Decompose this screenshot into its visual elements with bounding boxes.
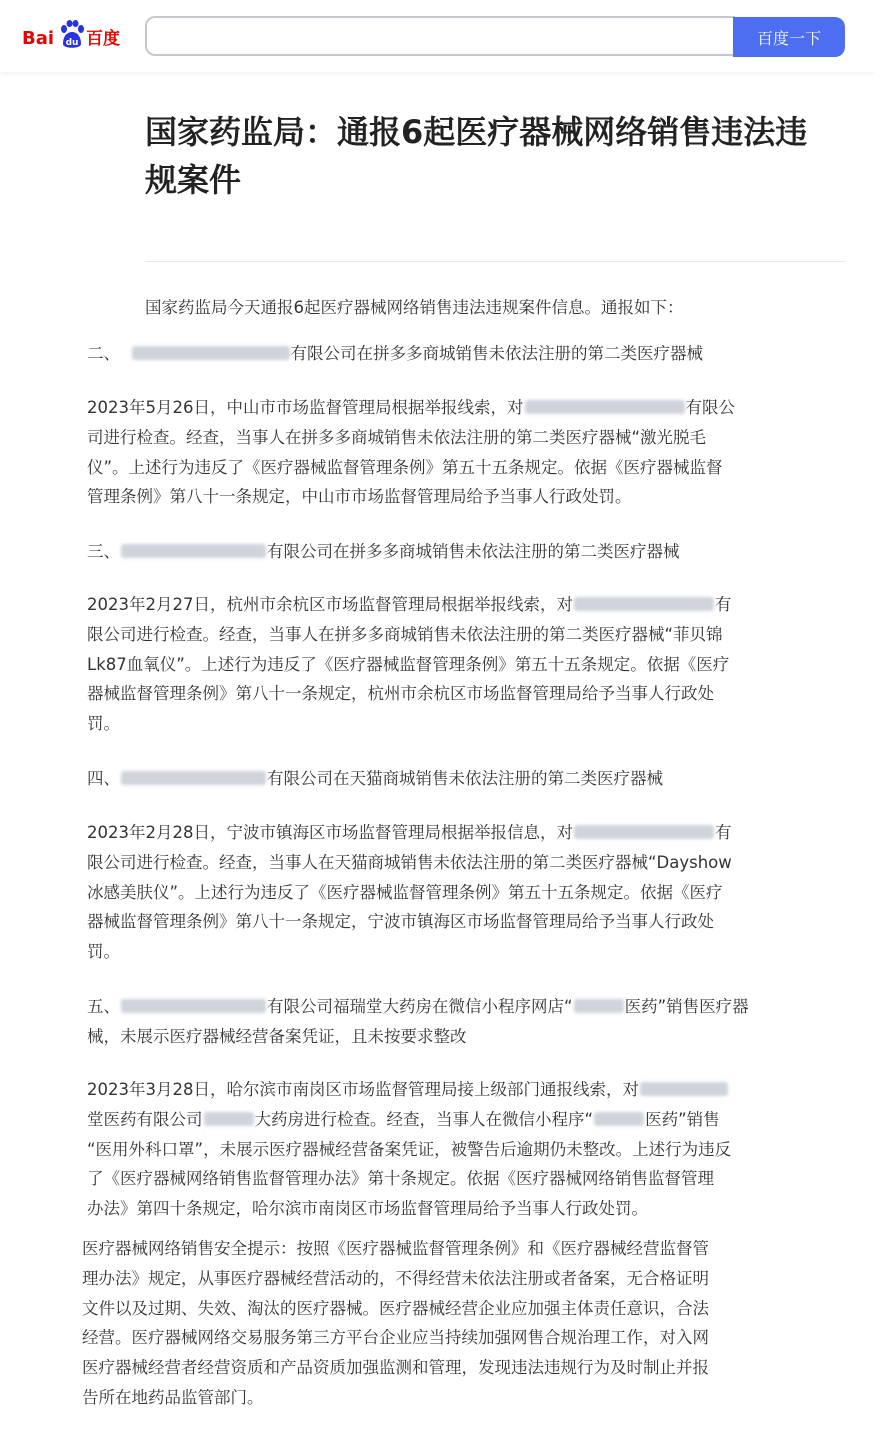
case-body-lead: 2023年2月28日，宁波市镇海区市场监督管理局根据举报信息，对 (87, 823, 573, 842)
case-heading-text: 有限公司在天猫商城销售未依法注册的第二类医疗器械 (267, 769, 663, 788)
case-body-text: 限公司进行检查。经查，当事人在拼多多商城销售未依法注册的第二类医疗器械“菲贝锦 Lk87血氧仪”。上述行为违反了《医疗器械监督管理条例》第五十五条规定。依据《医疗 器械监督管理条例》第八十一条规定，杭州市余杭区市场监督管理局给予当事人行政处 罚。 (87, 624, 730, 734)
redacted-store (574, 999, 624, 1013)
case-heading-number: 五、 (87, 997, 120, 1016)
case-heading-text: 有限公司在拼多多商城销售未依法注册的第二类医疗器械 (267, 542, 680, 561)
top-bar (0, 0, 875, 72)
search-box (145, 16, 735, 56)
case-body-lead-end: 有 (715, 823, 732, 842)
case-body-lead: 2023年5月26日，中山市市场监督管理局根据举报线索，对 (87, 398, 524, 417)
case-body-line2-b: 大药房进行检查。经查，当事人在微信小程序“ (254, 1109, 594, 1129)
case-body (87, 818, 787, 967)
search-input[interactable] (159, 18, 723, 54)
search-button[interactable]: 百度一下 (733, 17, 845, 57)
title-divider (145, 261, 845, 262)
case-heading-text: 有限公司在拼多多商城销售未依法注册的第二类医疗器械 (290, 344, 703, 363)
redacted-store (594, 1112, 644, 1126)
redacted-company (121, 771, 266, 785)
redacted-company (574, 825, 714, 839)
case-heading (87, 339, 703, 369)
case-body-lead-end: 有 (715, 595, 732, 614)
baidu-logo[interactable] (22, 20, 128, 54)
case-body (87, 1075, 797, 1224)
case-heading (87, 537, 680, 567)
article-title: 国家药监局：通报6起医疗器械网络销售违法违规案件 (145, 113, 808, 199)
redacted-company (574, 597, 714, 611)
paw-icon (59, 20, 85, 50)
case-body (87, 590, 787, 739)
case-heading-number: 四、 (87, 769, 120, 788)
redacted-store (204, 1112, 254, 1126)
case-body-line2-c: 医药”销售 (645, 1109, 720, 1129)
safety-tip: 医疗器械网络销售安全提示：按照《医疗器械监督管理条例》和《医疗器械经营监督管 理办法》规定，从事医疗器械经营活动的，不得经营未依法注册或者备案，无合格证明 文件以及过期、失效、淘汰的医疗器械。医疗器械经营企业应加强主体责任意识，合法 经营。医疗器械网络交易服务第三方平台企业应当持续加强网售合规治理工作，对入网 医疗器械经营者经营资质和产品资质加强监测和管理，发现违法违规行为及时制止并报 告所在地药品监管部门。 (82, 1239, 709, 1407)
case-body-text: “医用外科口罩”，未展示医疗器械经营备案凭证，被警告后逾期仍未整改。上述行为违反 了《医疗器械网络销售监督管理办法》第十条规定。依据《医疗器械网络销售监督管理 办法》第四十条规定，哈尔滨市南岗区市场监督管理局给予当事人行政处罚。 (87, 1139, 732, 1219)
logo-text-du: du (65, 38, 79, 48)
article-intro: 国家药监局今天通报6起医疗器械网络销售违法违规案件信息。通报如下： (145, 298, 684, 317)
case-body-lead: 2023年2月27日，杭州市余杭区市场监督管理局根据举报线索，对 (87, 595, 573, 614)
case-heading-number: 二、 (87, 344, 120, 363)
case-heading-text: 有限公司福瑞堂大药房在微信小程序网店“ (267, 997, 573, 1016)
redacted-company (132, 346, 290, 360)
case-body-lead: 2023年3月28日，哈尔滨市南岗区市场监督管理局接上级部门通报线索，对 (87, 1080, 639, 1099)
case-heading (87, 764, 663, 794)
redacted-company (121, 544, 266, 558)
case-heading-text-2: 医药”销售医疗器 (624, 997, 749, 1016)
redacted-company (121, 999, 266, 1013)
case-heading (87, 992, 797, 1052)
case-body-text: 司进行检查。经查，当事人在拼多多商城销售未依法注册的第二类医疗器械“激光脱毛 仪”。上述行为违反了《医疗器械监督管理条例》第五十五条规定。依据《医疗器械监督 管理条例》第八十一条规定，中山市市场监督管理局给予当事人行政处罚。 (87, 427, 723, 507)
case-heading-line2: 械，未展示医疗器械经营备案凭证，且未按要求整改 (87, 1026, 467, 1046)
case-body-line2-a: 堂医药有限公司 (87, 1109, 203, 1129)
redacted-company (525, 400, 685, 414)
redacted-company (640, 1082, 728, 1096)
logo-text-cn: 百度 (86, 29, 120, 49)
case-heading-number: 三、 (87, 542, 120, 561)
logo-text-bai: Bai (22, 28, 55, 49)
case-body (87, 393, 787, 512)
case-body-text: 限公司进行检查。经查，当事人在天猫商城销售未依法注册的第二类医疗器械“Dayshow 冰感美肤仪”。上述行为违反了《医疗器械监督管理条例》第五十五条规定。依据《医疗 器械监督管理条例》第八十一条规定，宁波市镇海区市场监督管理局给予当事人行政处 罚。 (87, 852, 732, 962)
case-body-lead-end: 有限公 (685, 398, 735, 417)
